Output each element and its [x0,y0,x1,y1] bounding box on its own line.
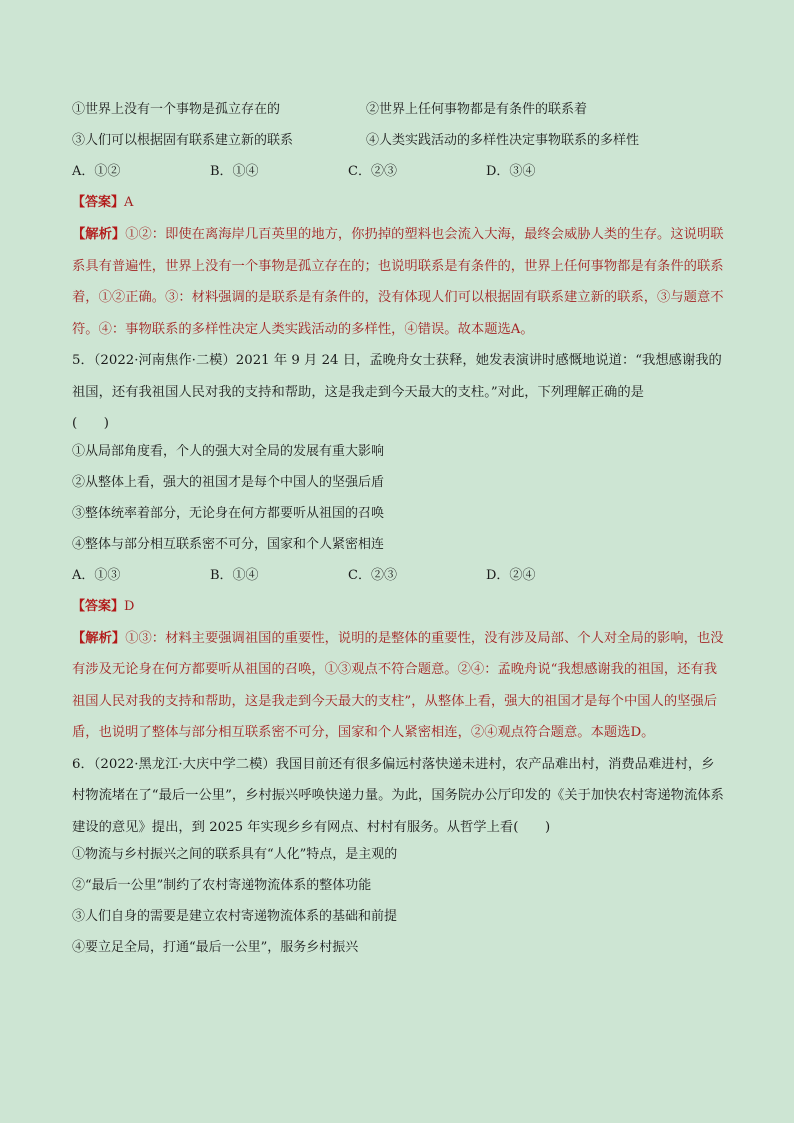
analysis-label: 【解析】 [72,630,126,646]
q5-option-a: A．①③ [72,567,121,583]
q5-statement-3: ③整体统率着部分，无论身在何方都要听从祖国的召唤 [72,505,385,521]
q5-statement-1: ①从局部角度看，个人的强大对全局的发展有重大影响 [72,443,385,459]
q5-statement-4: ④整体与部分相互联系密不可分，国家和个人紧密相连 [72,536,385,552]
q4-answer [72,193,724,224]
q5-option-b: B．①④ [210,567,259,583]
q4-option-a: A．①② [72,164,121,179]
q4-option-d: D．③④ [486,164,536,179]
q5-option-d: D．②④ [486,567,536,583]
q4-statement-2: ②世界上任何事物都是有条件的联系着 [366,102,588,117]
q5-options [72,566,724,597]
q5-answer [72,597,724,628]
answer-value: D [124,598,135,614]
q4-statement-1: ①世界上没有一个事物是孤立存在的 [72,102,281,117]
q6-statement-1: ①物流与乡村振兴之间的联系具有“人化”特点，是主观的 [72,847,398,862]
q4-option-b: B．①④ [210,164,259,179]
q4-statements-row-1 [72,100,724,131]
q6-stem: 6．（2022·黑龙江·大庆中学二模）我国目前还有很多偏远村落快递未进村，农产品难出村，消费品难进村，乡村物流堵在了“最后一公里”，乡村振兴呼唤快递力量。为此，国务院办公厅印发的《关于加快农村寄递物流体系建设的意见》提出，到 2025 年实现乡乡有网点、村村有服务。从哲学上看( ) [72,756,724,835]
analysis-text: ①③：材料主要强调祖国的重要性，说明的是整体的重要性，没有涉及局部、个人对全局的影响，也没有涉及无论身在何方都要听从祖国的召唤，①③观点不符合题意。②④：孟晚舟说“我想感谢我的祖国，还有我祖国人民对我的支持和帮助，这是我走到今天最大的支柱”，从整体上看，强大的祖国才是每个中国人的坚强后盾，也说明了整体与部分相互联系密不可分，国家和个人紧密相连，②④观点符合题意。本题选D。 [72,630,724,740]
document-page [72,100,724,969]
q6-statement-2: ②“最后一公里”制约了农村寄递物流体系的整体功能 [72,878,372,893]
q4-statements-row-2 [72,131,724,162]
q6-statement-4: ④要立足全局，打通“最后一公里”，服务乡村振兴 [72,940,359,955]
q5-stem [72,345,724,440]
q4-option-c: C．②③ [348,164,397,179]
answer-label: 【答案】 [72,598,125,614]
answer-value: A [124,195,134,210]
q4-analysis [72,219,724,345]
answer-label: 【答案】 [72,195,125,210]
q5-option-c: C．②③ [348,567,397,583]
q5-statement-2: ②从整体上看，强大的祖国才是每个中国人的坚强后盾 [72,474,385,490]
q4-statement-3: ③人们可以根据固有联系建立新的联系 [72,133,294,148]
q5-stem-text: 5．（2022·河南焦作·二模）2021 年 9 月 24 日，孟晚舟女士获释，她发表演讲时感慨地说道：“我想感谢我的祖国，还有我祖国人民对我的支持和帮助，这是我走到今天最大的支柱。”对此，下列理解正确的是 [72,353,722,400]
q5-answer-paren: ( ) [72,416,109,431]
q4-options [72,162,724,193]
q4-statement-4: ④人类实践活动的多样性决定事物联系的多样性 [366,133,640,148]
analysis-label: 【解析】 [72,227,126,242]
q5-analysis [72,623,724,749]
analysis-text: ①②：即使在离海岸几百英里的地方，你扔掉的塑料也会流入大海，最终会威胁人类的生存。这说明联系具有普遍性，世界上没有一个事物是孤立存在的；也说明联系是有条件的，世界上任何事物都是有条件的联系着，①②正确。③：材料强调的是联系是有条件的，没有体现人们可以根据固有联系建立新的联系，③与题意不符。④：事物联系的多样性决定人类实践活动的多样性，④错误。故本题选A。 [72,227,724,337]
q6-statement-3: ③人们自身的需要是建立农村寄递物流体系的基础和前提 [72,909,398,924]
